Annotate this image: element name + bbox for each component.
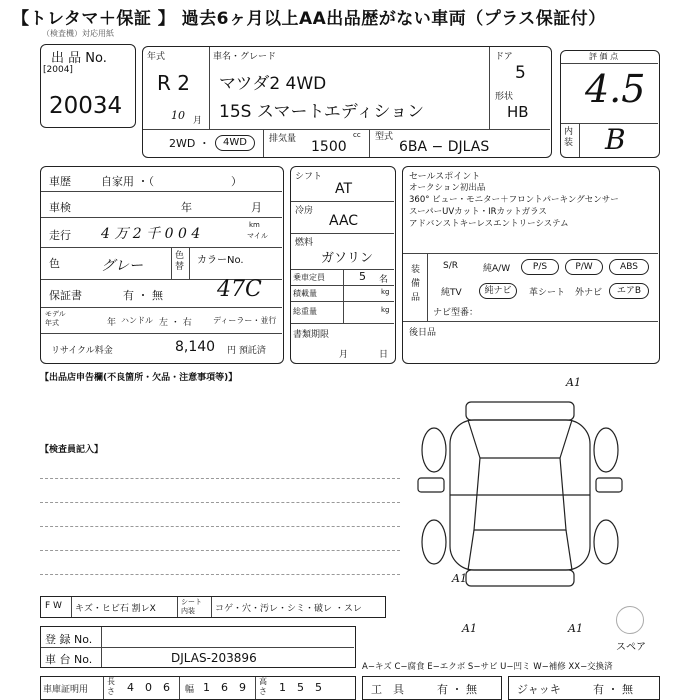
- tools-label: 工 具: [371, 683, 404, 696]
- cert-label: 車庫証明用: [43, 685, 89, 695]
- color-label: 色: [49, 257, 60, 270]
- equip-sr: S/R: [443, 261, 458, 271]
- drive-2wd: 2WD ・: [169, 137, 210, 150]
- equip-ext-navi: 外ナビ: [575, 288, 603, 298]
- spare-tire: [616, 606, 644, 634]
- handle-label: ハンドル: [121, 316, 153, 325]
- cert-len-3: 6: [163, 681, 170, 694]
- rating-score: 4.5: [585, 67, 646, 111]
- later-label: 後日品: [409, 328, 437, 338]
- color-value: グレー: [101, 258, 143, 274]
- capacity-value: 5: [359, 270, 366, 283]
- lot-box: [40, 44, 136, 128]
- cert-wid-3: 9: [239, 681, 246, 694]
- top-note: （検査機）対応用紙: [42, 29, 114, 38]
- fw-label: F W: [45, 601, 62, 611]
- book-day: 日: [379, 350, 389, 360]
- cert-len-label: 長さ: [107, 677, 115, 696]
- seller-note: 【出品店申告欄(不良箇所・欠品・注意事項等)】: [40, 373, 238, 383]
- dealer-label: ディーラー・並行: [213, 316, 277, 325]
- mileage-value: 4 万 2 千 0 0 4: [101, 226, 201, 242]
- equip-navi: 純ナビ: [479, 283, 517, 299]
- wheel-rr: [594, 520, 618, 564]
- car-damage-diagram: [410, 380, 630, 610]
- rating-interior-label: 内装: [564, 127, 574, 148]
- equip-leather: 革シート: [529, 288, 566, 298]
- right-info-box: [402, 166, 660, 364]
- mileage-km: km: [249, 221, 260, 229]
- paint-change-label: 色替: [175, 251, 185, 272]
- cert-len-2: 0: [145, 681, 152, 694]
- cert-hei-label: 高さ: [259, 677, 267, 696]
- chassis-label: 車 台 No.: [45, 653, 93, 666]
- fuel-label: 燃料: [295, 238, 314, 248]
- name-grade: 15S スマートエディション: [219, 102, 425, 122]
- book-label: 書類期限: [293, 330, 330, 340]
- gross-unit: kg: [381, 306, 390, 314]
- shape-label: 形状: [495, 92, 514, 102]
- doors-value: 5: [515, 63, 526, 83]
- vehicle-header-box: [142, 46, 552, 158]
- history-value: 自家用 ・（ ）: [101, 175, 242, 188]
- left-info-box: [40, 166, 284, 364]
- inspection-month: 月: [251, 201, 262, 214]
- sales-line-4: アドバンストキーレスエントリーシステム: [409, 219, 569, 229]
- fw-items: キズ・ヒビ石 割レX: [75, 604, 156, 614]
- damage-legend: A−キズ C−腐食 E−エクボ S−サビ U−凹ミ W−補修 XX−交換済: [362, 662, 613, 672]
- name-label: 車名・グレード: [213, 52, 277, 62]
- book-month: 月: [339, 350, 349, 360]
- type-value: 6BA − DJLAS: [399, 139, 490, 155]
- cert-wid-label: 幅: [185, 685, 195, 695]
- name-model: マツダ2 4WD: [219, 74, 327, 94]
- mid-info-box: [290, 166, 396, 364]
- sales-line-3: スーパーUVカット・IRカットガラス: [409, 207, 547, 217]
- jack-value: 有 ・ 無: [593, 683, 633, 696]
- wheel-rl: [422, 520, 446, 564]
- reg-label: 登 録 No.: [45, 633, 93, 646]
- wheel-fr: [594, 428, 618, 472]
- cert-hei-2: 5: [297, 681, 304, 694]
- car-roof: [474, 458, 566, 530]
- lot-number: 20034: [49, 93, 123, 119]
- shape-value: HB: [507, 103, 529, 121]
- cert-wid-2: 6: [221, 681, 228, 694]
- equip-airbag: エアB: [609, 283, 649, 299]
- capacity-label: 乗車定員: [293, 273, 325, 282]
- jack-box: [508, 676, 660, 700]
- model-year-unit: 年: [107, 318, 117, 328]
- mileage-mile: マイル: [247, 232, 268, 240]
- cert-hei-1: 1: [279, 681, 286, 694]
- year-label: 年式: [147, 52, 166, 62]
- cert-len-1: 4: [127, 681, 134, 694]
- ac-label: 冷房: [295, 206, 314, 216]
- load-unit: kg: [381, 288, 390, 296]
- fw-seat-label: シート内装: [181, 598, 202, 615]
- wheel-fl: [422, 428, 446, 472]
- damage-a1-br: A1: [568, 622, 583, 635]
- lot-year-tag: [2004]: [43, 65, 73, 75]
- load-label: 積載量: [293, 289, 317, 298]
- rating-interior: B: [605, 123, 626, 156]
- sales-title: セールスポイント: [409, 172, 481, 182]
- recycle-unit: 円 預託済: [227, 346, 266, 356]
- handle-value: 左 ・ 右: [159, 318, 192, 328]
- equip-abs: ABS: [609, 259, 649, 275]
- recycle-value: 8,140: [175, 339, 216, 355]
- mirror-l: [418, 478, 444, 492]
- sales-line-1: オークション初出品: [409, 183, 486, 193]
- fw-items-2: コゲ・穴・汚レ・シミ・破レ ・スレ: [215, 604, 362, 614]
- mileage-label: 走行: [49, 229, 71, 242]
- tools-value: 有 ・ 無: [437, 683, 477, 696]
- registration-box: [40, 626, 356, 668]
- inspection-year: 年: [181, 201, 192, 214]
- header-title: 【トレタマ＋保証 】 過去6ヶ月以上AA出品歴がない車両（プラス保証付）: [12, 9, 606, 29]
- shift-label: シフト: [295, 172, 323, 182]
- drive-4wd: 4WD: [215, 135, 255, 151]
- equip-ps: P/S: [521, 259, 559, 275]
- displacement-label: 排気量: [269, 134, 297, 144]
- fw-row: [40, 596, 386, 618]
- mirror-r: [596, 478, 622, 492]
- equipment-label: 装備品: [411, 265, 421, 303]
- chassis-value: DJLAS-203896: [171, 651, 257, 665]
- front-bumper: [466, 402, 574, 420]
- cert-wid-1: 1: [203, 681, 210, 694]
- jack-label: ジャッキ: [517, 683, 561, 696]
- garage-cert-row: [40, 676, 356, 700]
- type-label: 型式: [375, 132, 394, 142]
- fuel-value: ガソリン: [321, 251, 374, 266]
- warranty-value: 有 ・ 無: [123, 289, 163, 302]
- color-no-label: カラーNo.: [197, 255, 244, 266]
- history-label: 車歴: [49, 175, 71, 188]
- damage-a1-front: A1: [566, 376, 581, 389]
- rating-box: [560, 50, 660, 158]
- color-no-value: 47C: [217, 277, 262, 302]
- recycle-label: リサイクル料金: [51, 346, 113, 356]
- equip-pw: P/W: [565, 259, 603, 275]
- inspector-note: 【検査員記入】: [40, 445, 104, 455]
- model-year-label: モデル年式: [45, 310, 66, 327]
- displacement-unit: cc: [353, 131, 361, 139]
- navi-model-label: ナビ型番：: [433, 308, 479, 318]
- capacity-unit: 名: [379, 275, 389, 285]
- warranty-label: 保証書: [49, 289, 82, 302]
- year-era: R 2: [157, 71, 190, 95]
- damage-a1-rear: A1: [452, 572, 467, 585]
- tools-box: [362, 676, 502, 700]
- lot-label: 出 品 No.: [51, 51, 107, 66]
- doors-label: ドア: [495, 52, 513, 62]
- equip-tv: 純TV: [441, 288, 462, 298]
- equip-aw: 純A/W: [483, 264, 511, 274]
- displacement-value: 1500: [311, 139, 347, 155]
- spare-label: スペア: [616, 642, 646, 653]
- cert-hei-3: 5: [315, 681, 322, 694]
- rear-bumper: [466, 570, 574, 586]
- damage-a1-bl: A1: [462, 622, 477, 635]
- ac-value: AAC: [329, 213, 359, 229]
- gross-label: 総重量: [293, 307, 317, 316]
- rating-label: 評 価 点: [589, 52, 619, 61]
- shift-value: AT: [335, 181, 353, 197]
- sales-line-2: 360° ビュー・モニター＋フロントパーキングセンサー: [409, 195, 619, 205]
- year-month-unit: 月: [193, 116, 203, 126]
- inspection-label: 車検: [49, 201, 71, 214]
- year-month: 10: [171, 109, 185, 122]
